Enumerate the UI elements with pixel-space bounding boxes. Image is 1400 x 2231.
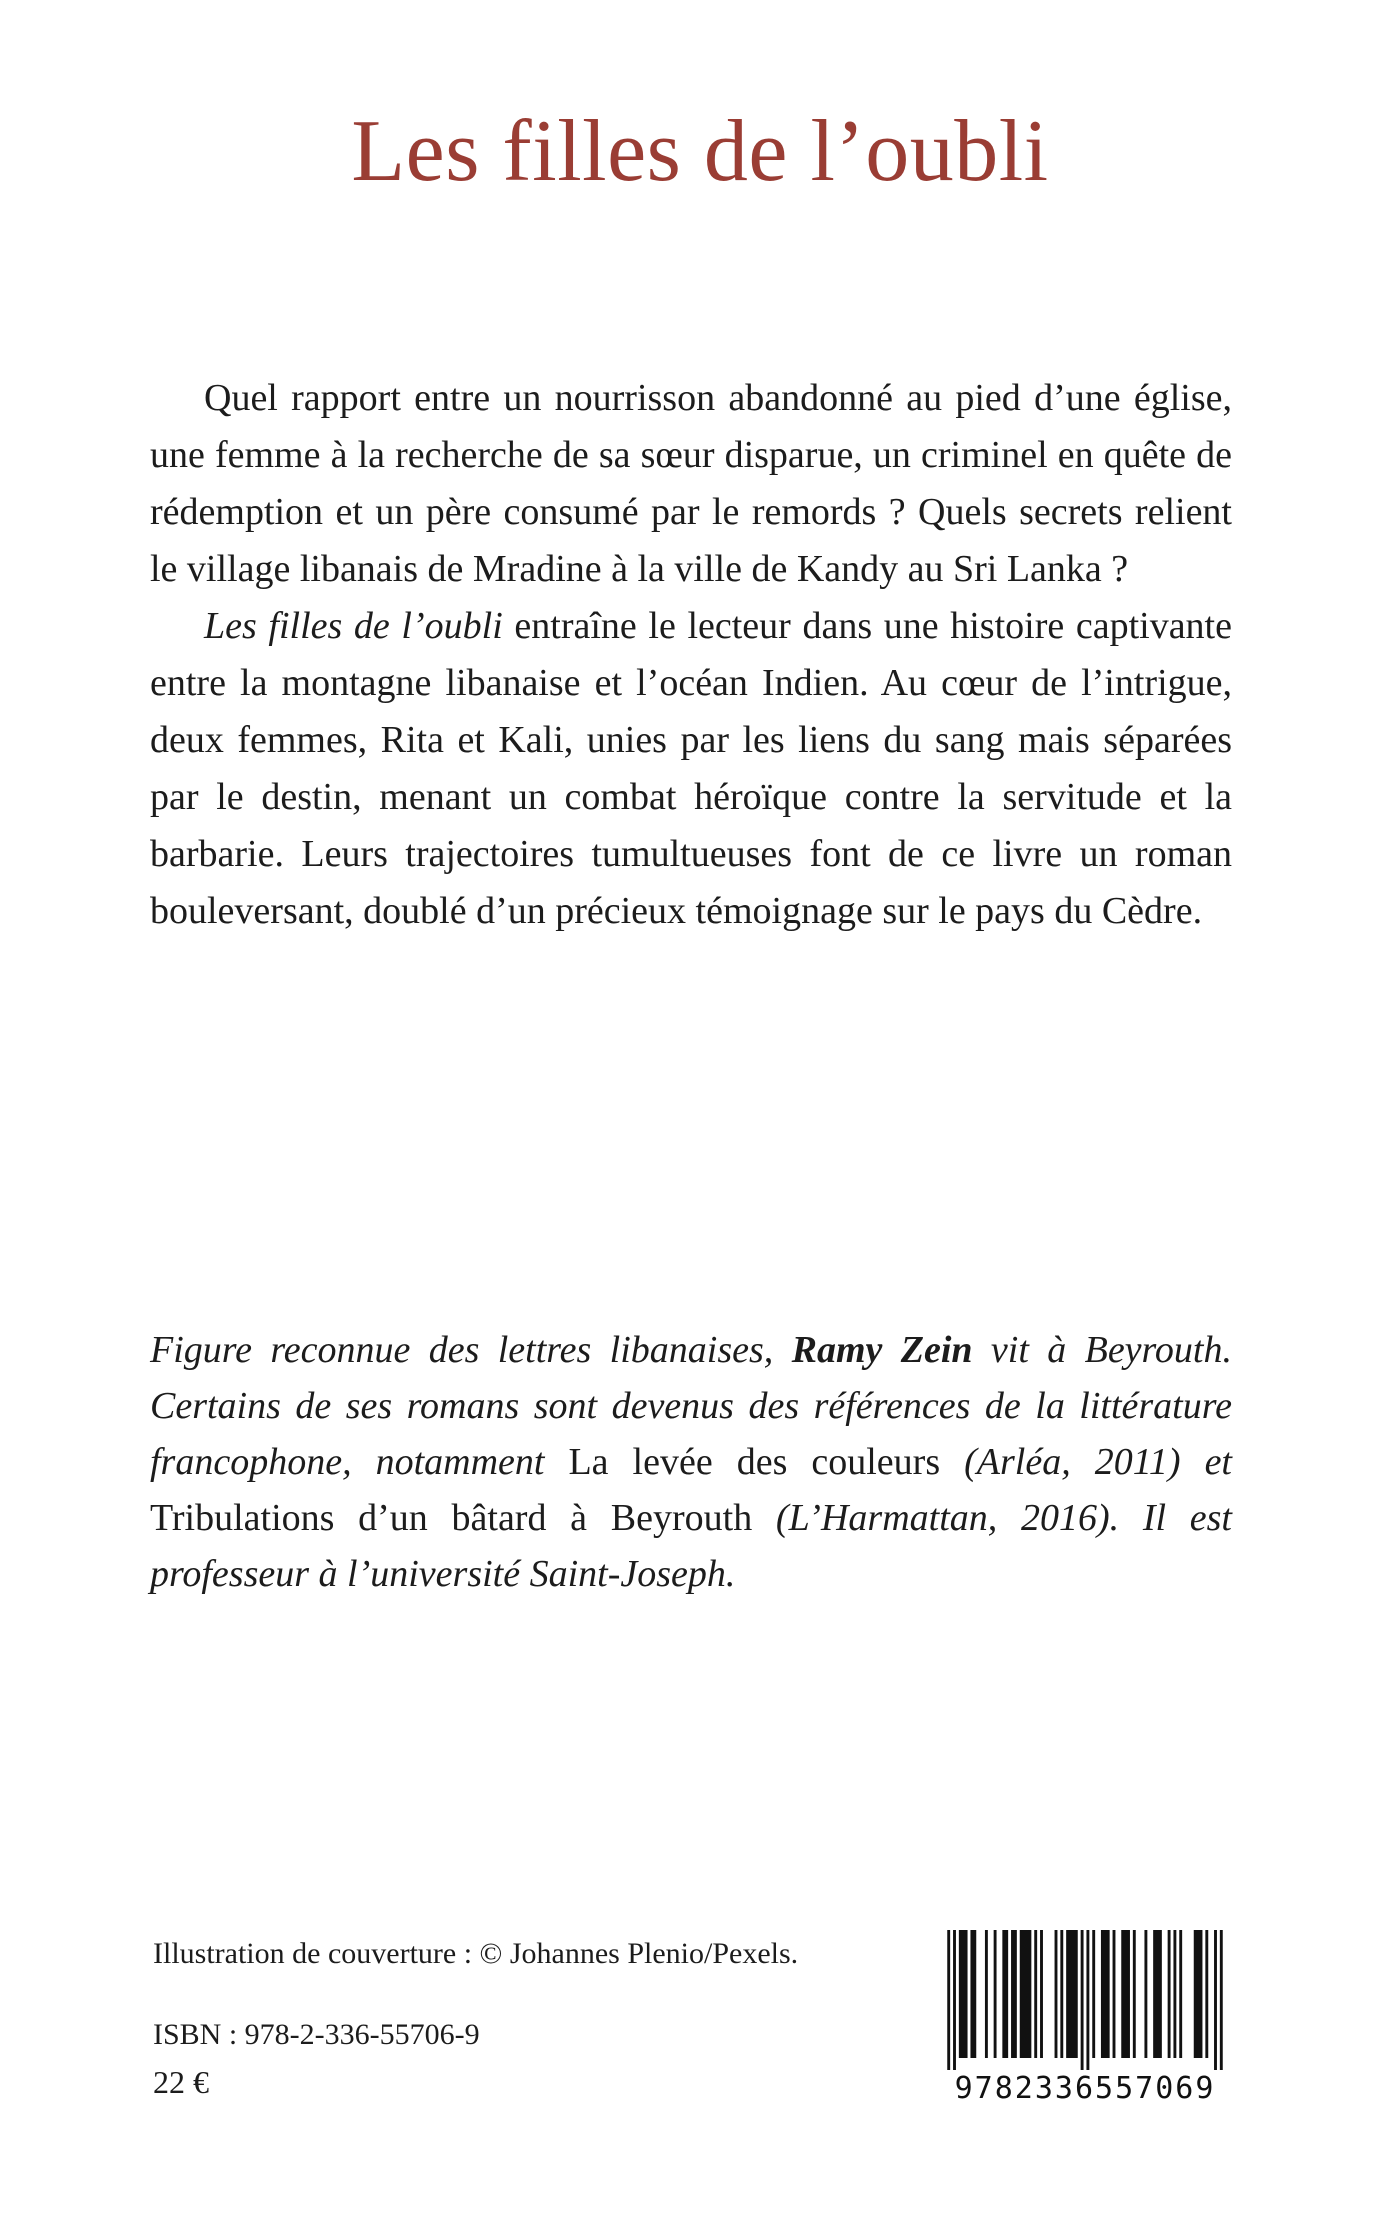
price: 22 €: [153, 2064, 209, 2100]
barcode-bar: [1055, 1930, 1058, 2058]
barcode-bar: [1002, 1930, 1008, 2058]
barcode-bar: [1113, 1930, 1116, 2058]
barcode-bar: [953, 1930, 956, 2070]
author-bio-part-1: Figure reconnue des lettres libanaises,: [150, 1329, 792, 1371]
barcode-digits: 9782336557069: [954, 2071, 1216, 2106]
barcode-bar: [1060, 1930, 1063, 2058]
barcode-bar: [1179, 1930, 1182, 2058]
barcode-bar: [1101, 1930, 1110, 2058]
synopsis-book-title: Les filles de l’oubli: [204, 605, 503, 647]
barcode-bar: [1092, 1930, 1095, 2058]
author-bio: [150, 1322, 1232, 1602]
synopsis-paragraph-1: Quel rapport entre un nourrisson abandonné au pied d’une église, une femme à la recherche de sa sœur disparue, un criminel en quête de rédemption et un père consumé par le remords ? Quels secrets relient le village libanais de Mradine à la ville de Kandy au Sri Lanka ?: [150, 377, 1232, 590]
barcode-bar: [994, 1930, 997, 2058]
barcode-bar: [1205, 1930, 1208, 2058]
author-name: Ramy Zein: [791, 1329, 973, 1371]
barcode-bar: [1144, 1930, 1147, 2058]
barcode-bar: [1020, 1930, 1032, 2058]
author-bio-part-2: vit à Beyrouth. Certains de ses romans sont devenus des références de la littérature francophone, notamment: [150, 1329, 1232, 1483]
author-bio-part-3: (Arléa, 2011) et: [940, 1441, 1232, 1483]
barcode-bars: [940, 1930, 1230, 2070]
barcode-bar: [1173, 1930, 1176, 2058]
barcode-bar: [1153, 1930, 1162, 2058]
author-book-1: La levée des couleurs: [568, 1441, 941, 1483]
barcode-bar: [970, 1930, 976, 2058]
barcode-bar: [959, 1930, 968, 2058]
barcode-bar: [1220, 1930, 1223, 2070]
synopsis-paragraph-2: [150, 598, 1232, 940]
synopsis-paragraph-2-text: entraîne le lecteur dans une histoire captivante entre la montagne libanaise et l’océan Indien. Au cœur de l’intrigue, deux femmes, Rita et Kali, unies par les liens du sang mais séparées par le destin, menant un combat héroïque contre la servitude et la barbarie. Leurs trajectoires tumultueuses font de ce livre un roman bouleversant, doublé d’un précieux témoignage sur le pays du Cèdre.: [150, 605, 1232, 932]
barcode-bar: [1040, 1930, 1043, 2058]
barcode-bar: [985, 1930, 988, 2058]
barcode-bar: [1168, 1930, 1171, 2058]
barcode-bar: [1086, 1930, 1089, 2070]
barcode-bar: [1194, 1930, 1203, 2058]
barcode-bar: [1133, 1930, 1136, 2058]
synopsis: [150, 370, 1232, 940]
barcode-bar: [1034, 1930, 1037, 2058]
author-book-2: Tribulations d’un bâtard à Beyrouth: [150, 1497, 753, 1539]
barcode: [940, 1930, 1230, 2104]
barcode-bar: [1214, 1930, 1217, 2070]
book-title: Les filles de l’oubli: [351, 103, 1049, 200]
barcode-bar: [1081, 1930, 1084, 2070]
barcode-bar: [1066, 1930, 1078, 2058]
barcode-bar: [1121, 1930, 1130, 2058]
author-bio-part-4: (L’Harmattan, 2016). Il est professeur à l’université Saint-Joseph.: [150, 1497, 1232, 1595]
isbn: ISBN : 978-2-336-55706-9: [153, 2018, 480, 2051]
barcode-bar: [1011, 1930, 1017, 2058]
barcode-bar: [947, 1930, 950, 2070]
illustration-credit: Illustration de couverture : © Johannes Plenio/Pexels.: [153, 1937, 799, 1970]
